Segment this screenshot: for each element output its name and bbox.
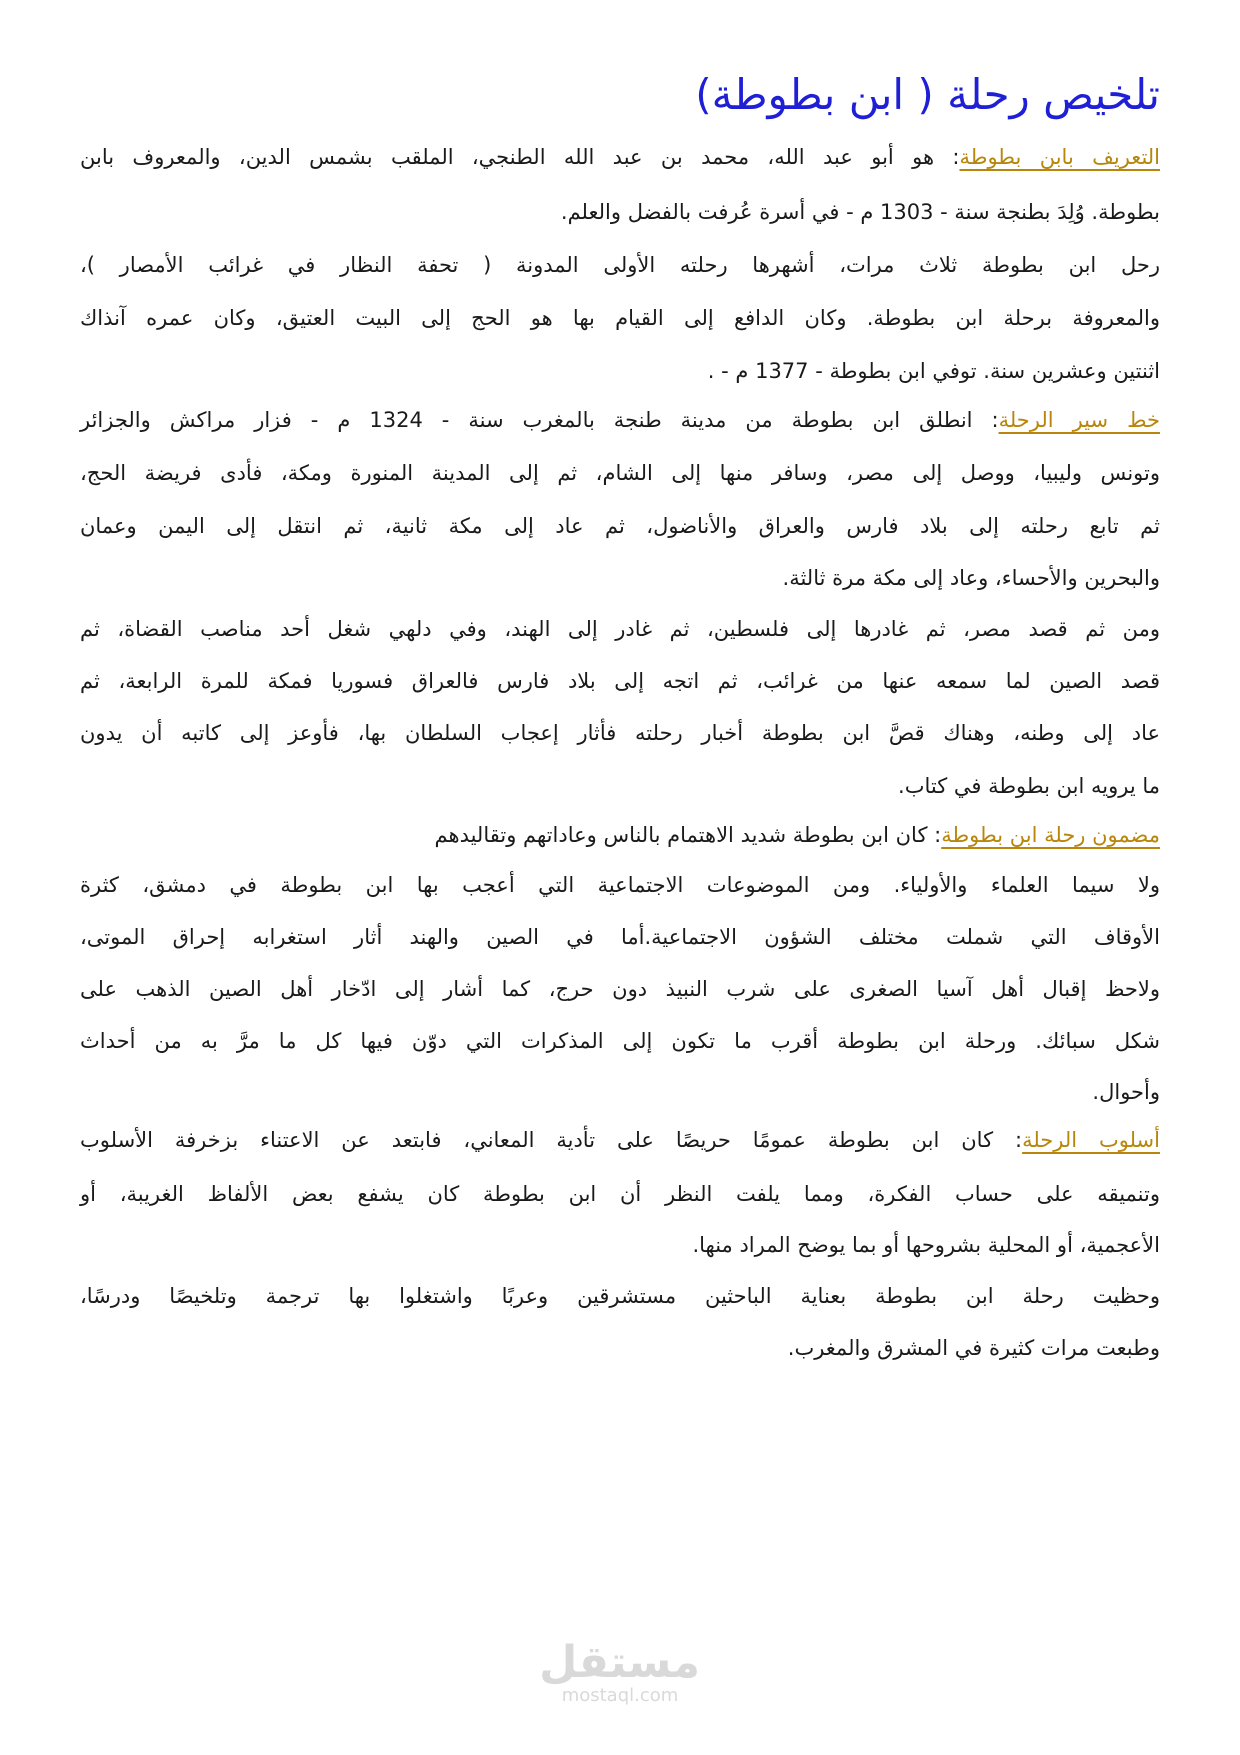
travels-line-1: رحل ابن بطوطة ثلاث مرات، أشهرها رحلته الأولى المدونة ( تحفة النظار في غرائب الأمصار )، [80, 253, 1160, 277]
route2-line-3: عاد إلى وطنه، وهناك قصَّ ابن بطوطة أخبار رحلته فأثار إعجاب السلطان بها، فأوعز إلى كاتبه أن يدون [80, 721, 1160, 745]
style-line-2: وتنميقه على حساب الفكرة، ومما يلفت النظر أن ابن بطوطة كان يشفع بعض الألفاظ الغريبة، أو [80, 1182, 1160, 1206]
content-text: : كان ابن بطوطة شديد الاهتمام بالناس وعاداتهم وتقاليدهم [434, 823, 942, 847]
travels-line-2: والمعروفة برحلة ابن بطوطة. وكان الدافع إلى القيام بها هو الحج إلى البيت العتيق، وكان عمره آنذاك [80, 306, 1160, 330]
mostaql-watermark [539, 1637, 700, 1706]
content-line-3: الأوقاف التي شملت مختلف الشؤون الاجتماعية.أما في الصين والهند أثار استغرابه إحراق الموتى، [80, 925, 1160, 949]
content-line-5: شكل سبائك. ورحلة ابن بطوطة أقرب ما تكون إلى المذكرات التي دوّن فيها كل ما مرَّ به من أحداث [80, 1029, 1160, 1053]
route-line-1 [80, 405, 1160, 435]
content-line-4: ولاحظ إقبال أهل آسيا الصغرى على شرب النبيذ دون حرج، كما أشار إلى ادّخار أهل الصين الذهب على [80, 977, 1160, 1001]
route-line-4: والبحرين والأحساء، وعاد إلى مكة مرة ثالثة. [782, 566, 1160, 590]
studies-line-1: وحظيت رحلة ابن بطوطة بعناية الباحثين مستشرقين وعربًا واشتغلوا بها ترجمة وتلخيصًا ودرسًا، [80, 1284, 1160, 1308]
route2-line-1: ومن ثم قصد مصر، ثم غادرها إلى فلسطين، ثم غادر إلى الهند، وفي دلهي شغل أحد مناصب القضاة، ثم [80, 617, 1160, 641]
studies-line-2: وطبعت مرات كثيرة في المشرق والمغرب. [787, 1336, 1160, 1360]
intro-label: التعريف بابن بطوطة [959, 145, 1161, 169]
content-line-1 [80, 820, 1160, 850]
style-text: : كان ابن بطوطة عمومًا حريصًا على تأدية المعاني، فابتعد عن الاعتناء بزخرفة الأسلوب [80, 1128, 1023, 1152]
route-line-3: ثم تابع رحلته إلى بلاد فارس والعراق والأناضول، ثم عاد إلى مكة ثانية، ثم انتقل إلى اليمن وعمان [80, 514, 1160, 538]
route-label: خط سير الرحلة [998, 408, 1161, 432]
style-label: أسلوب الرحلة [1022, 1128, 1160, 1152]
watermark-logo: مستقل [539, 1637, 700, 1688]
intro-line-2: بطوطة. وُلِدَ بطنجة سنة - 1303 م - في أسرة عُرفت بالفضل والعلم. [560, 200, 1160, 224]
style-line-3: الأعجمية، أو المحلية بشروحها أو بما يوضح المراد منها. [692, 1233, 1160, 1257]
route2-line-4: ما يرويه ابن بطوطة في كتاب. [898, 774, 1160, 798]
travels-line-3: اثنتين وعشرين سنة. توفي ابن بطوطة - 1377 م - . [707, 359, 1160, 383]
page-title: تلخيص رحلة ( ابن بطوطة) [695, 70, 1160, 119]
content-line-2: ولا سيما العلماء والأولياء. ومن الموضوعات الاجتماعية التي أعجب بها ابن بطوطة في دمشق، كثرة [80, 873, 1160, 897]
route-text: : انطلق ابن بطوطة من مدينة طنجة بالمغرب سنة - 1324 م - فزار مراكش والجزائر [80, 408, 999, 432]
route-line-2: وتونس وليبيا، ووصل إلى مصر، وسافر منها إلى الشام، ثم إلى المدينة المنورة ومكة، فأدى فريضة الحج، [80, 461, 1160, 485]
style-line-1 [80, 1125, 1160, 1155]
intro-line-1 [80, 142, 1160, 172]
content-label: مضمون رحلة ابن بطوطة [941, 823, 1160, 847]
route2-line-2: قصد الصين لما سمعه عنها من غرائب، ثم اتجه إلى بلاد فارس فالعراق فسوريا فمكة للمرة الرابعة، ثم [80, 669, 1160, 693]
content-line-6: وأحوال. [1092, 1080, 1160, 1104]
intro-text: : هو أبو عبد الله، محمد بن عبد الله الطنجي، الملقب بشمس الدين، والمعروف بابن [80, 145, 960, 169]
watermark-url: mostaql.com [561, 1685, 679, 1706]
